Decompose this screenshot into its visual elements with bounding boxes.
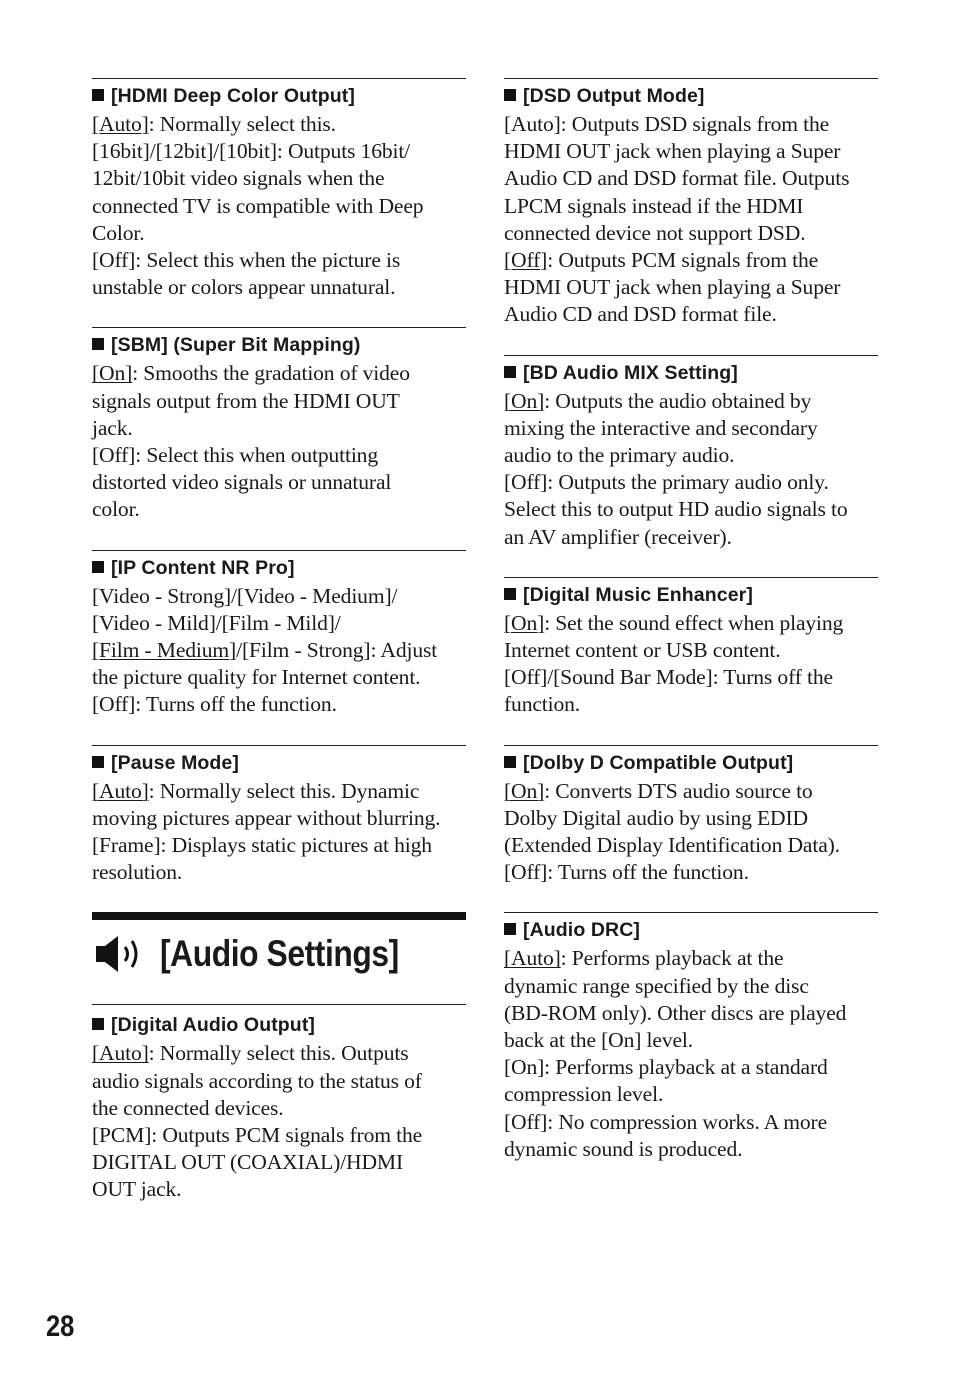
body-line — [504, 469, 878, 496]
line-text: : Converts DTS audio source to — [544, 778, 813, 803]
body-line — [92, 805, 466, 832]
body-line — [92, 193, 466, 220]
body-line — [504, 1027, 878, 1054]
line-text: [Off]: Outputs the primary audio only. — [504, 470, 829, 495]
audio-settings-header — [92, 912, 466, 1005]
line-text: Audio CD and DSD format file. Outputs — [504, 166, 850, 191]
line-text: (BD-ROM only). Other discs are played — [504, 1000, 847, 1025]
body-line — [504, 415, 878, 442]
line-text: Color. — [92, 220, 145, 245]
bullet-square-icon — [92, 561, 104, 573]
default-option: [On] — [504, 388, 545, 413]
body-line — [504, 832, 878, 859]
line-text: : Performs playback at the — [560, 946, 784, 971]
line-text: [Video - Strong]/[Video - Medium]/ — [92, 583, 398, 608]
line-text: the picture quality for Internet content. — [92, 665, 421, 690]
line-text: moving pictures appear without blurring. — [92, 805, 441, 830]
body-line — [504, 1081, 878, 1108]
line-text: dynamic range specified by the disc — [504, 973, 809, 998]
line-text: [PCM]: Outputs PCM signals from the — [92, 1123, 423, 1148]
body-line — [92, 220, 466, 247]
body-line — [504, 610, 878, 637]
line-text: Dolby Digital audio by using EDID — [504, 805, 808, 830]
body-line — [504, 524, 878, 551]
line-text: an AV amplifier (receiver). — [504, 524, 732, 549]
audio-settings-title: [Audio Settings] — [160, 933, 399, 975]
line-text: (Extended Display Identification Data). — [504, 833, 840, 858]
body-line — [92, 165, 466, 192]
body-line — [504, 111, 878, 138]
section-sbm — [92, 327, 466, 523]
body-line — [504, 945, 878, 972]
line-text: jack. — [92, 415, 133, 440]
line-text: [Off]: Select this when the picture is — [92, 248, 401, 273]
section-body — [92, 1040, 466, 1203]
line-text: compression level. — [504, 1082, 664, 1107]
line-text: [Off]/[Sound Bar Mode]: Turns off the — [504, 665, 833, 690]
line-text: Internet content or USB content. — [504, 638, 781, 663]
line-text: audio to the primary audio. — [504, 443, 735, 468]
line-text: [Off]: No compression works. A more — [504, 1109, 828, 1134]
body-line — [92, 388, 466, 415]
line-text: [Off]: Turns off the function. — [504, 860, 749, 885]
body-line — [504, 1136, 878, 1163]
body-line — [92, 469, 466, 496]
bullet-square-icon — [504, 756, 516, 768]
line-text: /[Film - Strong]: Adjust — [236, 638, 438, 663]
line-text: connected device not support DSD. — [504, 220, 806, 245]
section-hdmi-deep-color — [92, 78, 466, 301]
default-option: [Off] — [504, 248, 548, 273]
default-option: [On] — [504, 778, 545, 803]
line-text: [On]: Performs playback at a standard — [504, 1055, 828, 1080]
bullet-square-icon — [504, 89, 516, 101]
body-line — [504, 301, 878, 328]
body-line — [92, 111, 466, 138]
section-title: [Pause Mode] — [92, 751, 466, 775]
section-body — [504, 945, 878, 1163]
body-line — [92, 664, 466, 691]
line-text: back at the [On] level. — [504, 1028, 694, 1053]
body-line — [504, 496, 878, 523]
bullet-square-icon — [92, 89, 104, 101]
line-text: HDMI OUT jack when playing a Super — [504, 139, 841, 164]
body-line — [92, 138, 466, 165]
line-text: : Outputs PCM signals from the — [547, 248, 819, 273]
section-title: [Dolby D Compatible Output] — [504, 751, 878, 775]
line-text: 12bit/10bit video signals when the — [92, 166, 385, 191]
body-line — [504, 138, 878, 165]
section-audio-drc — [504, 912, 878, 1163]
body-line — [92, 1176, 466, 1203]
line-text: HDMI OUT jack when playing a Super — [504, 275, 841, 300]
body-line — [504, 778, 878, 805]
body-line — [504, 973, 878, 1000]
default-option: [Auto] — [92, 1041, 149, 1066]
bullet-square-icon — [92, 1018, 104, 1030]
line-text: [16bit]/[12bit]/[10bit]: Outputs 16bit/ — [92, 139, 411, 164]
default-option: [Film - Medium] — [92, 638, 237, 663]
section-pause-mode — [92, 745, 466, 887]
section-body — [504, 778, 878, 887]
line-text: [Video - Mild]/[Film - Mild]/ — [92, 610, 341, 635]
body-line — [504, 193, 878, 220]
body-line — [504, 637, 878, 664]
section-dolby-d-compatible-output — [504, 745, 878, 887]
body-line — [92, 637, 466, 664]
right-column — [504, 78, 878, 1189]
body-line — [92, 442, 466, 469]
speaker-icon — [94, 932, 148, 976]
line-text: signals output from the HDMI OUT — [92, 388, 400, 413]
default-option: [On] — [92, 361, 133, 386]
section-title: [DSD Output Mode] — [504, 84, 878, 108]
body-line — [504, 859, 878, 886]
body-line — [92, 1040, 466, 1067]
line-text: DIGITAL OUT (COAXIAL)/HDMI — [92, 1150, 404, 1175]
body-line — [504, 388, 878, 415]
body-line — [504, 220, 878, 247]
section-body — [92, 583, 466, 719]
section-title: [BD Audio MIX Setting] — [504, 361, 878, 385]
default-option: [Auto] — [92, 112, 149, 136]
line-text: : Normally select this. Outputs — [148, 1041, 409, 1066]
section-title: [HDMI Deep Color Output] — [92, 84, 466, 108]
line-text: dynamic sound is produced. — [504, 1136, 743, 1161]
body-line — [92, 1068, 466, 1095]
body-line — [92, 360, 466, 387]
section-digital-audio-output — [92, 1005, 466, 1203]
section-body — [504, 610, 878, 719]
body-line — [504, 1054, 878, 1081]
line-text: the connected devices. — [92, 1095, 284, 1120]
bullet-square-icon — [504, 366, 516, 378]
body-line — [92, 496, 466, 523]
section-digital-music-enhancer — [504, 577, 878, 719]
body-line — [504, 442, 878, 469]
default-option: [On] — [504, 610, 545, 635]
line-text: : Smooths the gradation of video — [132, 361, 410, 386]
body-line — [92, 859, 466, 886]
page-number: 28 — [46, 1310, 75, 1343]
body-line — [92, 778, 466, 805]
body-line — [92, 415, 466, 442]
default-option: [Auto] — [504, 946, 561, 971]
section-title: [Audio DRC] — [504, 918, 878, 942]
bullet-square-icon — [504, 588, 516, 600]
section-body — [504, 388, 878, 551]
line-text: : Normally select this. — [148, 112, 336, 136]
line-text: Select this to output HD audio signals to — [504, 497, 848, 522]
body-line — [504, 247, 878, 274]
line-text: audio signals according to the status of — [92, 1068, 422, 1093]
bullet-square-icon — [504, 923, 516, 935]
line-text: function. — [504, 692, 581, 717]
section-title: [IP Content NR Pro] — [92, 556, 466, 580]
line-text: : Set the sound effect when playing — [544, 610, 844, 635]
line-text: unstable or colors appear unnatural. — [92, 275, 396, 300]
section-title: [SBM] (Super Bit Mapping) — [92, 333, 466, 357]
body-line — [504, 805, 878, 832]
body-line — [92, 1095, 466, 1122]
bullet-square-icon — [92, 338, 104, 350]
line-text: resolution. — [92, 860, 183, 885]
body-line — [92, 610, 466, 637]
line-text: distorted video signals or unnatural — [92, 470, 392, 495]
section-dsd-output-mode — [504, 78, 878, 329]
section-body — [92, 360, 466, 523]
section-bd-audio-mix — [504, 355, 878, 551]
body-line — [92, 583, 466, 610]
left-column — [92, 78, 466, 1230]
line-text: [Frame]: Displays static pictures at high — [92, 833, 432, 858]
line-text: OUT jack. — [92, 1177, 182, 1202]
line-text: [Off]: Turns off the function. — [92, 692, 337, 717]
line-text: LPCM signals instead if the HDMI — [504, 193, 804, 218]
body-line — [92, 1149, 466, 1176]
line-text: connected TV is compatible with Deep — [92, 193, 424, 218]
body-line — [504, 664, 878, 691]
section-title: [Digital Audio Output] — [92, 1013, 466, 1037]
line-text: [Off]: Select this when outputting — [92, 443, 378, 468]
default-option: [Auto] — [92, 778, 149, 803]
line-text: Audio CD and DSD format file. — [504, 302, 777, 327]
line-text: color. — [92, 497, 140, 522]
section-ip-content-nr-pro — [92, 550, 466, 719]
body-line — [504, 1109, 878, 1136]
section-body — [504, 111, 878, 329]
line-text: mixing the interactive and secondary — [504, 415, 818, 440]
body-line — [92, 691, 466, 718]
body-line — [92, 1122, 466, 1149]
body-line — [504, 165, 878, 192]
body-line — [504, 274, 878, 301]
line-text: : Outputs the audio obtained by — [544, 388, 812, 413]
body-line — [504, 1000, 878, 1027]
body-line — [504, 691, 878, 718]
bullet-square-icon — [92, 756, 104, 768]
section-body — [92, 111, 466, 301]
section-title: [Digital Music Enhancer] — [504, 583, 878, 607]
line-text: : Normally select this. Dynamic — [148, 778, 420, 803]
body-line — [92, 247, 466, 274]
body-line — [92, 274, 466, 301]
body-line — [92, 832, 466, 859]
section-body — [92, 778, 466, 887]
line-text: [Auto]: Outputs DSD signals from the — [504, 112, 830, 136]
